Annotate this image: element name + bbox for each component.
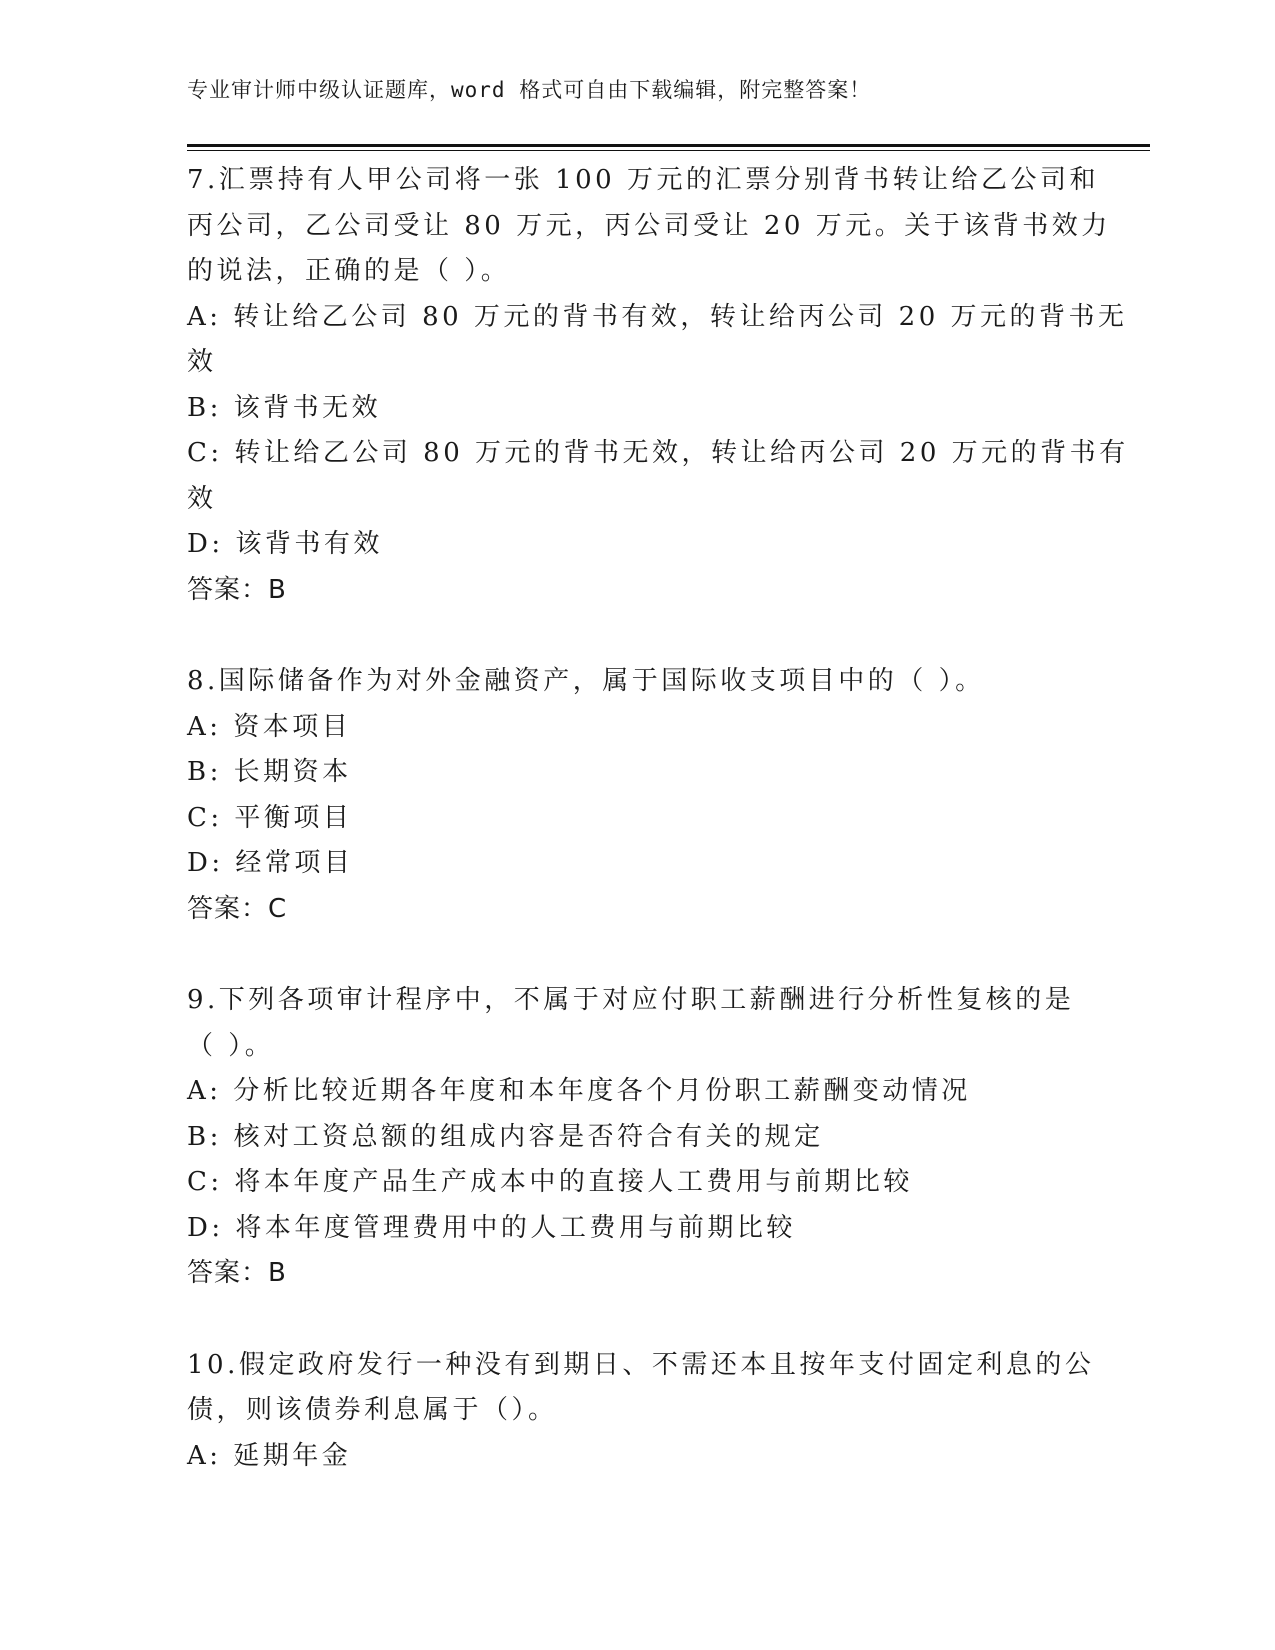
question-10 [187,1343,1095,1480]
answer-label: 答案：B [187,1258,287,1288]
option-c: C: 平衡项目 [187,802,353,833]
option-a: A: 转让给乙公司 80 万元的背书有效，转让给丙公司 20 万元的背书无 [187,301,1128,332]
option-c: C: 转让给乙公司 80 万元的背书无效，转让给丙公司 20 万元的背书有 [187,438,1129,468]
question-list [187,158,1129,1525]
option-b: B: 长期资本 [187,757,352,787]
question-8 [187,659,1087,932]
question-7 [187,158,1129,613]
question-text-line: 丙公司，乙公司受让 80 万元，丙公司受让 20 万元。关于该背书效力 [187,210,1111,241]
page-header: 专业审计师中级认证题库，word 格式可自由下载编辑，附完整答案！ [187,78,872,102]
header-rule-thick [187,144,1150,147]
answer-label: 答案：C [187,893,288,924]
option-a: A: 资本项目 [187,711,352,742]
option-c: C: 将本年度产品生产成本中的直接人工费用与前期比较 [187,1167,913,1197]
option-b: B: 该背书无效 [187,392,382,423]
option-c-continued: 效 [187,483,217,514]
question-text-line: 债，则该债券利息属于（）。 [187,1395,558,1425]
option-a: A: 延期年金 [187,1440,352,1471]
header-rule-thin [187,150,1150,151]
option-b: B: 核对工资总额的组成内容是否符合有关的规定 [187,1121,824,1152]
question-text-line: 8.国际储备作为对外金融资产，属于国际收支项目中的（ ）。 [187,666,985,696]
option-d: D: 该背书有效 [187,529,383,559]
answer-label: 答案：B [187,574,287,605]
question-text-line: 7.汇票持有人甲公司将一张 100 万元的汇票分别背书转让给乙公司和 [187,165,1099,195]
question-text-line: 10.假定政府发行一种没有到期日、不需还本且按年支付固定利息的公 [187,1349,1095,1380]
question-text-line: （ ）。 [187,1030,275,1061]
option-d: D: 经常项目 [187,848,354,878]
question-text-line: 的说法，正确的是（ ）。 [187,256,511,286]
option-a: A: 分析比较近期各年度和本年度各个月份职工薪酬变动情况 [187,1076,971,1106]
question-9 [187,978,1087,1297]
option-d: D: 将本年度管理费用中的人工费用与前期比较 [187,1212,796,1243]
option-a-continued: 效 [187,347,217,377]
question-text-line: 9.下列各项审计程序中，不属于对应付职工薪酬进行分析性复核的是 [187,985,1075,1015]
